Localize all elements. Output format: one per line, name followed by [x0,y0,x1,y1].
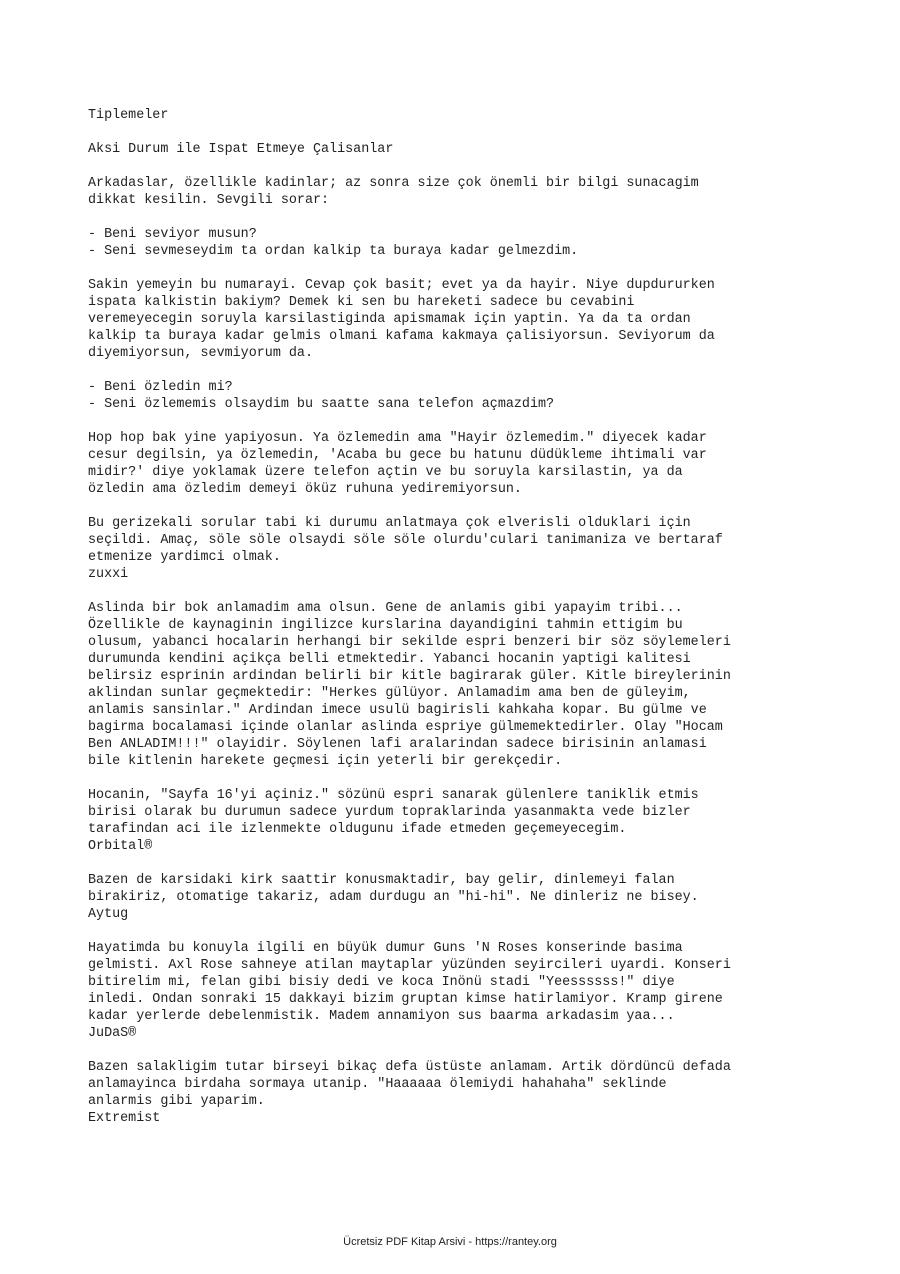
text-line: kadar yerlerde debelenmistik. Madem annamiyon sus baarma arkadasim yaa... [88,1009,675,1024]
text-line: zuxxi [88,567,129,582]
text-paragraph [88,1059,878,1127]
text-paragraph [88,787,878,855]
text-paragraph [88,141,878,158]
text-line: bitirelim mi, felan gibi bisiy dedi ve koca Inönü stadi "Yeessssss!" diye [88,975,675,990]
text-line: Hayatimda bu konuyla ilgili en büyük dumur Guns 'N Roses konserinde basima [88,941,683,956]
text-line: Arkadaslar, özellikle kadinlar; az sonra size çok önemli bir bilgi sunacagim [88,176,699,191]
text-line: - Seni özlememis olsaydim bu saatte sana telefon açmazdim? [88,397,555,412]
text-line: bile kitlenin harekete geçmesi için yeterli bir gerekçedir. [88,754,563,769]
text-line: midir?' diye yoklamak üzere telefon açtin ve bu soruyla karsilastin, ya da [88,465,683,480]
text-line: Orbital® [88,839,153,854]
text-line: Tiplemeler [88,108,169,123]
text-paragraph [88,107,878,124]
text-line: - Seni sevmeseydim ta ordan kalkip ta buraya kadar gelmezdim. [88,244,579,259]
text-paragraph [88,430,878,498]
text-line: Aksi Durum ile Ispat Etmeye Çalisanlar [88,142,394,157]
text-line: aklindan sunlar geçmektedir: "Herkes gülüyor. Anlamadim ama ben de güleyim, [88,686,691,701]
text-paragraph [88,872,878,923]
text-line: Sakin yemeyin bu numarayi. Cevap çok basit; evet ya da hayir. Niye dupdururken [88,278,715,293]
text-line: Aslinda bir bok anlamadim ama olsun. Gene de anlamis gibi yapayim tribi... [88,601,683,616]
text-paragraph [88,379,878,413]
text-paragraph [88,277,878,362]
text-line: Bu gerizekali sorular tabi ki durumu anlatmaya çok elverisli olduklari için [88,516,691,531]
text-line: Bazen de karsidaki kirk saattir konusmaktadir, bay gelir, dinlemeyi falan [88,873,675,888]
text-line: seçildi. Amaç, söle söle olsaydi söle söle olurdu'culari tanimaniza ve bertaraf [88,533,723,548]
text-paragraph [88,515,878,583]
text-line: Ben ANLADIM!!!" olayidir. Söylenen lafi aralarindan sadece birisinin anlamasi [88,737,707,752]
text-line: diyemiyorsun, sevmiyorum da. [88,346,313,361]
text-line: Extremist [88,1111,161,1126]
text-line: tarafindan aci ile izlenmekte oldugunu ifade etmeden geçemeyecegim. [88,822,627,837]
text-paragraph [88,600,878,770]
text-line: - Beni seviyor musun? [88,227,257,242]
text-line: birakiriz, otomatige takariz, adam durdugu an "hi-hi". Ne dinleriz ne bisey. [88,890,699,905]
text-line: Hop hop bak yine yapiyosun. Ya özlemedin ama "Hayir özlemedim." diyecek kadar [88,431,707,446]
text-paragraph [88,226,878,260]
text-line: olusum, yabanci hocalarin herhangi bir sekilde espri benzeri bir söz söylemeleri [88,635,731,650]
text-line: inledi. Ondan sonraki 15 dakkayi bizim gruptan kimse hatirlamiyor. Kramp girene [88,992,723,1007]
text-line: etmenize yardimci olmak. [88,550,281,565]
text-line: birisi olarak bu durumun sadece yurdum topraklarinda yasanmakta vede bizler [88,805,691,820]
text-line: özledin ama özledim demeyi öküz ruhuna yediremiyorsun. [88,482,522,497]
text-line: kalkip ta buraya kadar gelmis olmani kafama kakmaya çalisiyorsun. Seviyorum da [88,329,715,344]
document-body [88,107,878,1144]
text-line: belirsiz esprinin ardindan belirli bir kitle bagirarak güler. Kitle bireylerinin [88,669,731,684]
text-line: - Beni özledin mi? [88,380,233,395]
page-footer: Ücretsiz PDF Kitap Arsivi - https://rantey.org [343,1236,557,1248]
text-line: Hocanin, "Sayfa 16'yi açiniz." sözünü espri sanarak gülenlere taniklik etmis [88,788,699,803]
text-line: dikkat kesilin. Sevgili sorar: [88,193,330,208]
text-line: Aytug [88,907,129,922]
text-line: durumunda kendini açikça belli etmektedir. Yabanci hocanin yaptigi kalitesi [88,652,691,667]
text-line: cesur degilsin, ya özlemedin, 'Acaba bu gece bu hatunu düdükleme ihtimali var [88,448,707,463]
text-line: veremeyecegin soruyla karsilastiginda apismamak için yaptin. Ya da ta ordan [88,312,691,327]
text-line: Özellikle de kaynaginin ingilizce kurslarina dayandigini tahmin ettigim bu [88,618,683,633]
text-line: bagirma bocalamasi içinde olanlar aslinda espriye gülmemektedirler. Olay "Hocam [88,720,723,735]
text-paragraph [88,940,878,1042]
text-line: gelmisti. Axl Rose sahneye atilan maytaplar yüzünden seyircileri uyardi. Konseri [88,958,731,973]
text-paragraph [88,175,878,209]
text-line: ispata kalkistin bakiym? Demek ki sen bu hareketi sadece bu cevabini [88,295,635,310]
text-line: anlarmis gibi yaparim. [88,1094,265,1109]
text-line: JuDaS® [88,1026,137,1041]
text-line: Bazen salakligim tutar birseyi bikaç defa üstüste anlamam. Artik dördüncü defada [88,1060,731,1075]
text-line: anlamis sansinlar." Ardindan imece usulü bagirisli kahkaha kopar. Bu gülme ve [88,703,707,718]
text-line: anlamayinca birdaha sormaya utanip. "Haaaaaa ölemiydi hahahaha" seklinde [88,1077,667,1092]
